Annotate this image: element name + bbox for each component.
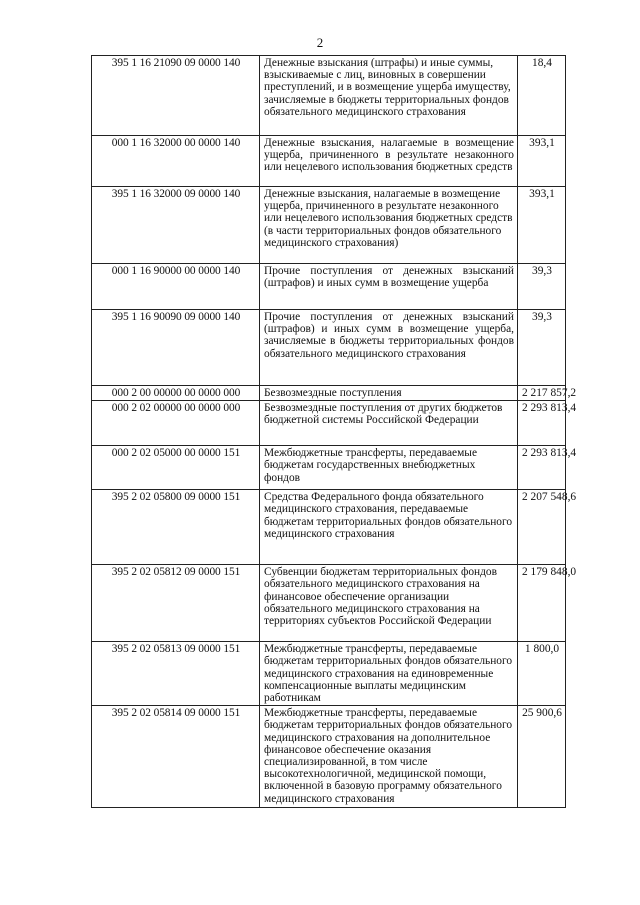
description-cell: Межбюджетные трансферты, передаваемые бюджетам территориальных фондов обязательного медицинского страхования на единовременные компенсационные выплаты медицинским работникам: [260, 642, 518, 706]
table-row: [92, 401, 566, 446]
page-number: 2: [316, 35, 324, 50]
description-cell: Безвозмездные поступления: [260, 386, 518, 401]
budget-classification-table: [91, 55, 577, 808]
amount-cell: 393,1: [518, 136, 566, 187]
budget-code-cell: 395 2 02 05800 09 0000 151: [92, 490, 260, 565]
table-row: [92, 565, 566, 642]
table-row: [92, 187, 566, 264]
table-row: [92, 386, 566, 401]
description-cell: Межбюджетные трансферты, передаваемые бюджетам государственных внебюджетных фондов: [260, 446, 518, 490]
budget-code-cell: 000 2 02 00000 00 0000 000: [92, 401, 260, 446]
amount-cell: 39,3: [518, 310, 566, 386]
amount-cell: 39,3: [518, 264, 566, 310]
description-cell: Межбюджетные трансферты, передаваемые бюджетам территориальных фондов обязательного медицинского страхования на дополнительное финансовое обеспечение оказания специализированной, в том числе высокотехнологичной, медицинской помощи, включенной в базовую программу обязательного медицинского страхования: [260, 706, 518, 808]
amount-cell: 25 900,6: [518, 706, 566, 808]
table-row: [92, 490, 566, 565]
budget-code-cell: 395 2 02 05812 09 0000 151: [92, 565, 260, 642]
description-cell: Безвозмездные поступления от других бюджетов бюджетной системы Российской Федерации: [260, 401, 518, 446]
description-cell: Прочие поступления от денежных взысканий (штрафов) и иных сумм в возмещение ущерба, зачисляемые в бюджеты территориальных фондов обязательного медицинского страхования: [260, 310, 518, 386]
amount-cell: 2 293 813,4: [518, 401, 566, 446]
table-row: [92, 136, 566, 187]
amount-cell: 2 207 548,6: [518, 490, 566, 565]
table-row: [92, 310, 566, 386]
description-cell: Денежные взыскания, налагаемые в возмещение ущерба, причиненного в результате незаконного или нецелевого использования бюджетных средств (в части территориальных фондов обязательного медицинского страхования): [260, 187, 518, 264]
table-row: [92, 264, 566, 310]
budget-code-cell: 395 2 02 05814 09 0000 151: [92, 706, 260, 808]
description-cell: Средства Федерального фонда обязательного медицинского страхования, передаваемые бюджетам территориальных фондов обязательного медицинского страхования: [260, 490, 518, 565]
budget-code-cell: 000 2 00 00000 00 0000 000: [92, 386, 260, 401]
table-row: [92, 446, 566, 490]
amount-cell: 393,1: [518, 187, 566, 264]
amount-cell: 18,4: [518, 56, 566, 136]
budget-code-cell: 395 1 16 21090 09 0000 140: [92, 56, 260, 136]
table-row: [92, 706, 566, 808]
table-row: [92, 56, 566, 136]
description-cell: Прочие поступления от денежных взысканий (штрафов) и иных сумм в возмещение ущерба: [260, 264, 518, 310]
description-cell: Субвенции бюджетам территориальных фондов обязательного медицинского страхования на финансовое обеспечение организации обязательного медицинского страхования на территориях субъектов Российской Федерации: [260, 565, 518, 642]
amount-cell: 2 217 857,2: [518, 386, 566, 401]
description-cell: Денежные взыскания, налагаемые в возмещение ущерба, причиненного в результате незаконного или нецелевого использования бюджетных средств: [260, 136, 518, 187]
budget-code-cell: 395 1 16 90090 09 0000 140: [92, 310, 260, 386]
budget-code-cell: 000 1 16 32000 00 0000 140: [92, 136, 260, 187]
budget-code-cell: 395 1 16 32000 09 0000 140: [92, 187, 260, 264]
amount-cell: 1 800,0: [518, 642, 566, 706]
amount-cell: 2 179 848,0: [518, 565, 566, 642]
budget-code-cell: 000 2 02 05000 00 0000 151: [92, 446, 260, 490]
description-cell: Денежные взыскания (штрафы) и иные суммы, взыскиваемые с лиц, виновных в совершении преступлений, и в возмещение ущерба имуществу, зачисляемые в бюджеты территориальных фондов обязательного медицинского страхования: [260, 56, 518, 136]
budget-code-cell: 395 2 02 05813 09 0000 151: [92, 642, 260, 706]
table-row: [92, 642, 566, 706]
amount-cell: 2 293 813,4: [518, 446, 566, 490]
budget-code-cell: 000 1 16 90000 00 0000 140: [92, 264, 260, 310]
